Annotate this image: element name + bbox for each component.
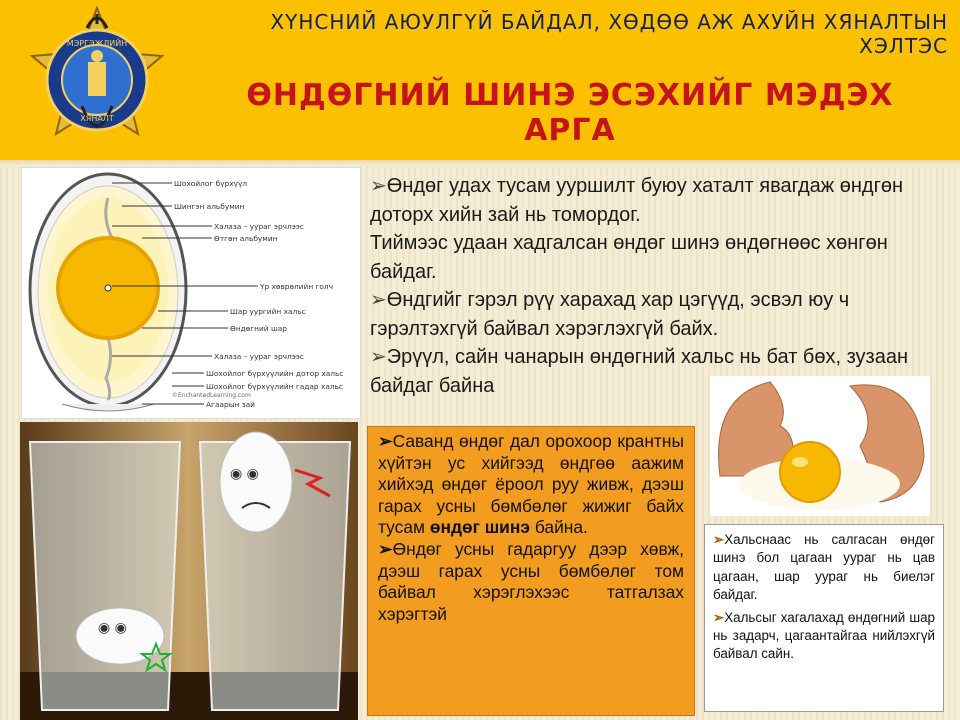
yolk-note-paragraph: ➢Хальснаас нь салгасан өндөг шинэ бол цагаан уураг нь цав цагаан, шар уураг нь биелэг байдаг.: [713, 532, 935, 603]
bullet-icon: ➢: [370, 289, 387, 311]
org-title: ХҮНСНИЙ АЮУЛГҮЙ БАЙДАЛ, ХӨДӨӨ АЖ АХУЙН ХЯНАЛТЫН ХЭЛТЭС: [270, 10, 948, 58]
water-test-paragraph: ➢Өндөг усны гадаргуу дээр хөвж, дээш гарах усны бөмбөлөг том байвал хэрэглэхээс татгалзах хэрэгтэй: [378, 538, 684, 624]
diagram-label: Шар уургийн хальс: [230, 307, 306, 316]
diagram-label: Шохойлог бүрхүүлийн дотор хальс: [206, 369, 344, 378]
page-title: ӨНДӨГНИЙ ШИНЭ ЭСЭХИЙГ МЭДЭХ АРГА: [246, 78, 894, 148]
egg-yolk: [780, 442, 840, 502]
header-edge: [0, 160, 960, 166]
cracked-egg-photo: [710, 376, 930, 516]
yolk-note-box: [704, 524, 944, 712]
diagram-label: Шохойлог бүрхүүл: [174, 179, 248, 188]
diagram-label: Шохойлог бүрхүүлийн гадар хальс: [206, 382, 343, 391]
svg-text:◉ ◉: ◉ ◉: [98, 620, 127, 636]
diagram-label: Халаза – уураг эрчлээс: [214, 222, 304, 231]
soyombo-icon: [88, 62, 106, 96]
diagram-label: Халаза – уураг эрчлээс: [214, 352, 304, 361]
diagram-label: Агаарын зай: [206, 400, 255, 409]
intro-paragraph: Тиймээс удаан хадгалсан өндөг шинэ өндөгнөөс хөнгөн байдаг.: [370, 232, 888, 283]
diagram-label: Шингэн альбумин: [174, 202, 245, 211]
bullet-icon: ➢: [713, 609, 725, 625]
air-cell: [62, 404, 154, 411]
intro-paragraph: ➢Эрүүл, сайн чанарын өндөгний хальс нь бат бөх, зузаан байдаг байна: [370, 346, 909, 397]
yolk-highlight: [792, 457, 808, 467]
soyombo-sun: [91, 50, 103, 62]
intro-paragraph: ➢Өндгийг гэрэл рүү харахад хар цэгүүд, эсвэл юу ч гэрэлтэхгүй байвал хэрэглэхгүй байх.: [370, 289, 850, 340]
water-test-box: [367, 426, 695, 716]
yolk-note-paragraph: ➢Хальсыг хагалахад өндөгний шар нь задарч, цагаантайгаа нийлэхгүй байвал сайн.: [713, 609, 935, 662]
bullet-icon: ➢: [370, 346, 387, 368]
logo-text-bottom: ХЯНАЛТ: [80, 114, 114, 123]
svg-text:◉ ◉: ◉ ◉: [230, 466, 259, 482]
glass-left: [30, 442, 180, 710]
egg-water-test-photo: [20, 422, 358, 720]
bullet-icon: ➢: [378, 538, 393, 559]
intro-paragraph: ➢Өндөг удах тусам ууршилт буюу хаталт явагдаж өндгөн доторх хийн зай нь томордог.: [370, 175, 904, 226]
bullet-icon: ➢: [370, 175, 387, 197]
sinking-egg: [76, 608, 164, 664]
intro-text: [370, 172, 940, 400]
diagram-label: Өндөгний шар: [230, 324, 287, 333]
diagram-label: Өтгөн альбумин: [214, 234, 278, 243]
bullet-icon: ➢: [713, 532, 725, 547]
egg-anatomy-diagram: [22, 168, 360, 418]
agency-logo: [22, 6, 172, 154]
floating-egg: [220, 432, 292, 532]
bullet-icon: ➢: [378, 431, 393, 451]
diagram-credit: ©EnchantedLearning.com: [172, 392, 251, 399]
diagram-label: Үр хөврөлийн голч: [260, 282, 334, 291]
germinal-disc: [105, 285, 111, 291]
logo-text-top: МЭРГЭЖЛИЙН: [66, 39, 128, 48]
water-test-paragraph: ➢Саванд өндөг дал орохоор крантны хүйтэн ус хийгээд өндгөө аажим хийхэд өндөг ёроол руу живж, дээш гарах усны бөмбөлөг жижиг байх тусам өндөг шинэ байна.: [378, 431, 684, 538]
